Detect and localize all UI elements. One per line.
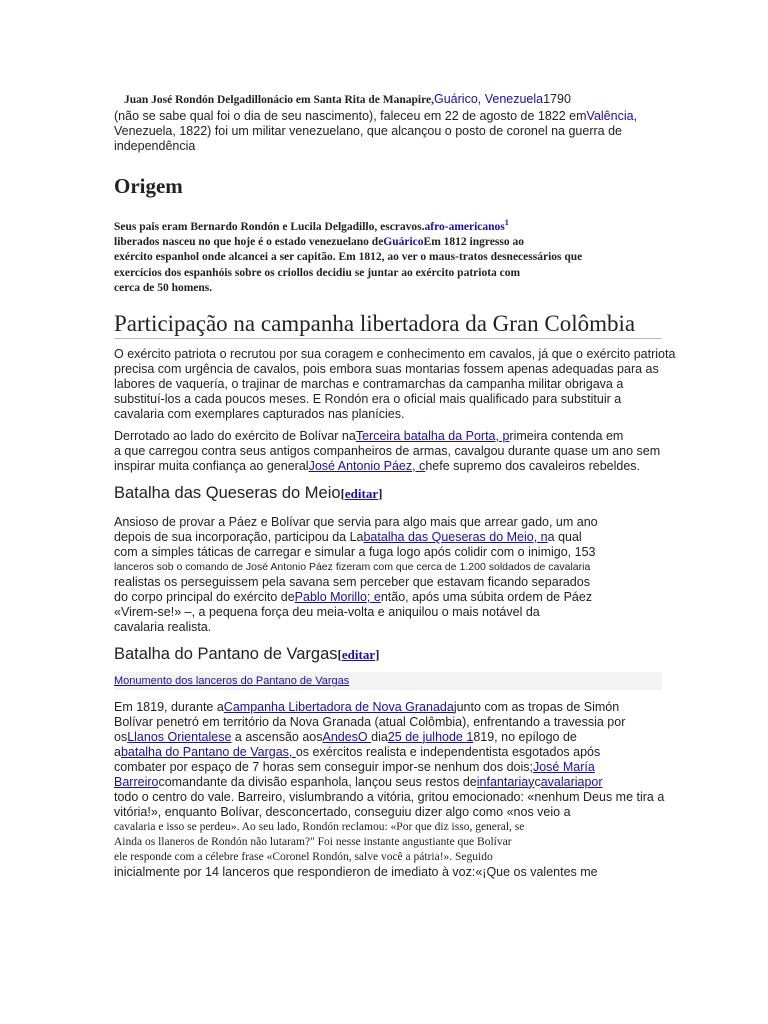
- paragraph-line: os: [114, 729, 128, 744]
- paragraph-line: Em 1819, durante a: [114, 699, 224, 714]
- link-cavalaria[interactable]: avalariapor: [540, 774, 603, 789]
- paragraph-line: do corpo principal do exército de: [114, 589, 295, 604]
- intro-line: independência: [114, 138, 196, 153]
- link-guarico[interactable]: Guárico: [383, 235, 424, 248]
- origem-line: exercícios dos espanhóis sobre os criollos decidiu se juntar ao exército patriota com: [114, 266, 521, 279]
- paragraph-line: cavalaria realista.: [114, 619, 212, 634]
- paragraph-line: rimeira contenda em: [509, 428, 624, 443]
- paragraph-line: Ansioso de provar a Páez e Bolívar que servia para algo mais que arrear gado, um ano: [114, 514, 598, 529]
- participacao-paragraph-1: [114, 347, 704, 422]
- link-terceira-batalha-porta[interactable]: Terceira batalha da Porta, p: [355, 428, 510, 443]
- paragraph-line: a qual: [547, 529, 582, 544]
- link-pablo-morillo[interactable]: Pablo Morillo; e: [294, 589, 381, 604]
- paragraph-line: a: [114, 744, 121, 759]
- paragraph-line: comandante da divisão espanhola, lançou seus restos de: [158, 774, 477, 789]
- paragraph-line: Derrotado ao lado do exército de Bolívar na: [114, 428, 356, 443]
- paragraph-line: dia: [371, 729, 388, 744]
- origem-line: Seus pais eram Bernardo Rondón e Lucila Delgadillo, escravos.: [114, 220, 425, 233]
- pantano-paragraph: [114, 700, 704, 880]
- paragraph-line: os exércitos realista e independentista esgotados após: [295, 744, 601, 759]
- paragraph-line: vitória!», enquanto Bolívar, desconcertado, conseguiu dizer algo como «nos veio a: [114, 804, 571, 819]
- footnote-ref[interactable]: 1: [504, 217, 509, 227]
- paragraph-line: Bolívar penetró em território da Nova Granada (atual Colômbia), enfrentando a travessia por: [114, 714, 626, 729]
- intro-line: (não se sabe qual foi o dia de seu nascimento), faleceu em 22 de agosto de 1822 em: [114, 108, 587, 123]
- origem-line: exército espanhol onde alcancei a ser capitão. Em 1812, ao ver o maus-tratos desnecessários que: [114, 251, 583, 264]
- paragraph-line: «Virem-se!» –, a pequena força deu meia-volta e aniquilou o mais notável da: [114, 604, 540, 619]
- heading-participacao: Participação na campanha libertadora da Gran Colômbia: [114, 311, 662, 339]
- origem-line: liberados nasceu no que hoje é o estado venezuelano de: [114, 235, 384, 248]
- paragraph-line: 819, no epílogo de: [473, 729, 577, 744]
- queseras-heading-row: [114, 484, 704, 503]
- paragraph-line: depois de sua incorporação, participou da La: [114, 529, 364, 544]
- heading-queseras: Batalha das Queseras do Meio: [114, 483, 341, 502]
- intro-paragraph: [114, 92, 704, 154]
- edit-bracket: ]: [378, 485, 383, 501]
- paragraph-line: cavalaria com exemplares capturados nas planícies.: [114, 406, 405, 421]
- link-campanha-nova-granada[interactable]: Campanha Libertadora de Nova Granada: [223, 699, 454, 714]
- intro-line: Venezuela, 1822) foi um militar venezuelano, que alcançou o posto de coronel na guerra de: [114, 123, 622, 138]
- link-llanos-orientales[interactable]: Llanos Orientalese: [127, 729, 232, 744]
- paragraph-line: todo o centro do vale. Barreiro, vislumbrando a vitória, gritou emocionado: «nenhum Deus me tira a: [114, 789, 665, 804]
- article: [114, 92, 704, 880]
- paragraph-line: com a simples táticas de carregar e simular a fuga logo após colidir com o inimigo, 153: [114, 544, 596, 559]
- link-afro-americanos[interactable]: afro-americanos: [424, 220, 505, 233]
- paragraph-line: O exército patriota o recrutou por sua coragem e conhecimento em cavalos, já que o exército patriota: [114, 346, 676, 361]
- intro-lead: Juan José Rondón Delgadillonácio em Santa Rita de Manapire,: [124, 94, 434, 106]
- edit-bracket: ]: [375, 646, 380, 662]
- paragraph-line: cavalaria e isso se perdeu». Ao seu lado, Rondón reclamou: «Por que diz isso, general, se: [114, 820, 525, 833]
- edit-bracket: [: [340, 485, 345, 501]
- link-andes[interactable]: AndesO: [322, 729, 372, 744]
- heading-origem: Origem: [114, 173, 183, 198]
- link-batalha-pantano-vargas[interactable]: batalha do Pantano de Vargas,: [120, 744, 296, 759]
- paragraph-line: substituí-los a cada poucos meses. E Rondón era o oficial mais qualificado para substituir a: [114, 391, 622, 406]
- paragraph-line: ele responde com a célebre frase «Coronel Rondón, salve você a pátria!». Seguido: [114, 850, 493, 863]
- image-caption-box: [114, 672, 662, 690]
- paragraph-line: realistas os perseguissem pela savana sem perceber que estavam ficando separados: [114, 574, 590, 589]
- edit-link-wrapper: [338, 647, 380, 662]
- edit-bracket: [: [337, 646, 342, 662]
- link-jose-antonio-paez[interactable]: José Antonio Páez, c: [308, 458, 426, 473]
- paragraph-line: precisa com urgência de cavalos, pois embora suas montarias fossem apenas adequadas para as: [114, 361, 659, 376]
- origem-line: cerca de 50 homens.: [114, 282, 213, 295]
- edit-pantano-link[interactable]: editar: [341, 646, 376, 662]
- link-infantaria[interactable]: infantariay: [476, 774, 535, 789]
- intro-line: ,: [633, 108, 638, 123]
- link-valencia[interactable]: Valência: [586, 108, 634, 123]
- birth-year: 1790: [543, 92, 571, 106]
- paragraph-line: c: [534, 774, 541, 789]
- edit-queseras-link[interactable]: editar: [344, 485, 379, 501]
- paragraph-line: a ascensão aos: [231, 729, 323, 744]
- paragraph-line: inicialmente por 14 lanceros que respondieron de imediato à voz:«¡Que os valentes me: [114, 864, 598, 879]
- link-25-de-julho[interactable]: 25 de julhode 1: [387, 729, 474, 744]
- paragraph-line: junto com as tropas de Simón: [453, 699, 620, 714]
- queseras-paragraph: [114, 515, 704, 635]
- origem-paragraph: [114, 215, 704, 297]
- paragraph-line: combater por espaço de 7 horas sem conseguir impor-se nenhum dos dois;: [114, 759, 533, 774]
- link-monumento-lanceros[interactable]: Monumento dos lanceros do Pantano de Vargas: [114, 674, 350, 687]
- origem-line: Em 1812 ingresso ao: [423, 235, 524, 248]
- paragraph-line: lanceros sob o comando de José Antonio Páez fizeram com que cerca de 1.200 soldados de cavalaria: [114, 560, 591, 573]
- link-batalha-queseras[interactable]: batalha das Queseras do Meio, n: [363, 529, 548, 544]
- heading-pantano: Batalha do Pantano de Vargas: [114, 644, 338, 663]
- paragraph-line: labores de vaquería, o trajinar de marchas e contramarchas da campanha militar obrigava a: [114, 376, 624, 391]
- link-barreiro[interactable]: Barreiro: [114, 774, 159, 789]
- participacao-paragraph-2: [114, 429, 704, 474]
- paragraph-line: hefe supremo dos cavaleiros rebeldes.: [425, 458, 641, 473]
- paragraph-line: ntão, após uma súbita ordem de Páez: [380, 589, 593, 604]
- paragraph-line: Ainda os llaneros de Rondón não lutaram?" Foi nesse instante angustiante que Bolívar: [114, 835, 512, 848]
- paragraph-line: a que carregou contra seus antigos companheiros de armas, cavalgou durante quase um ano sem: [114, 443, 661, 458]
- pantano-heading-row: [114, 645, 704, 664]
- paragraph-line: inspirar muita confiança ao general: [114, 458, 309, 473]
- link-jose-maria-barreiro[interactable]: José María: [532, 759, 595, 774]
- link-guarico-venezuela[interactable]: Guárico, Venezuela: [434, 92, 544, 106]
- edit-link-wrapper: [341, 486, 383, 501]
